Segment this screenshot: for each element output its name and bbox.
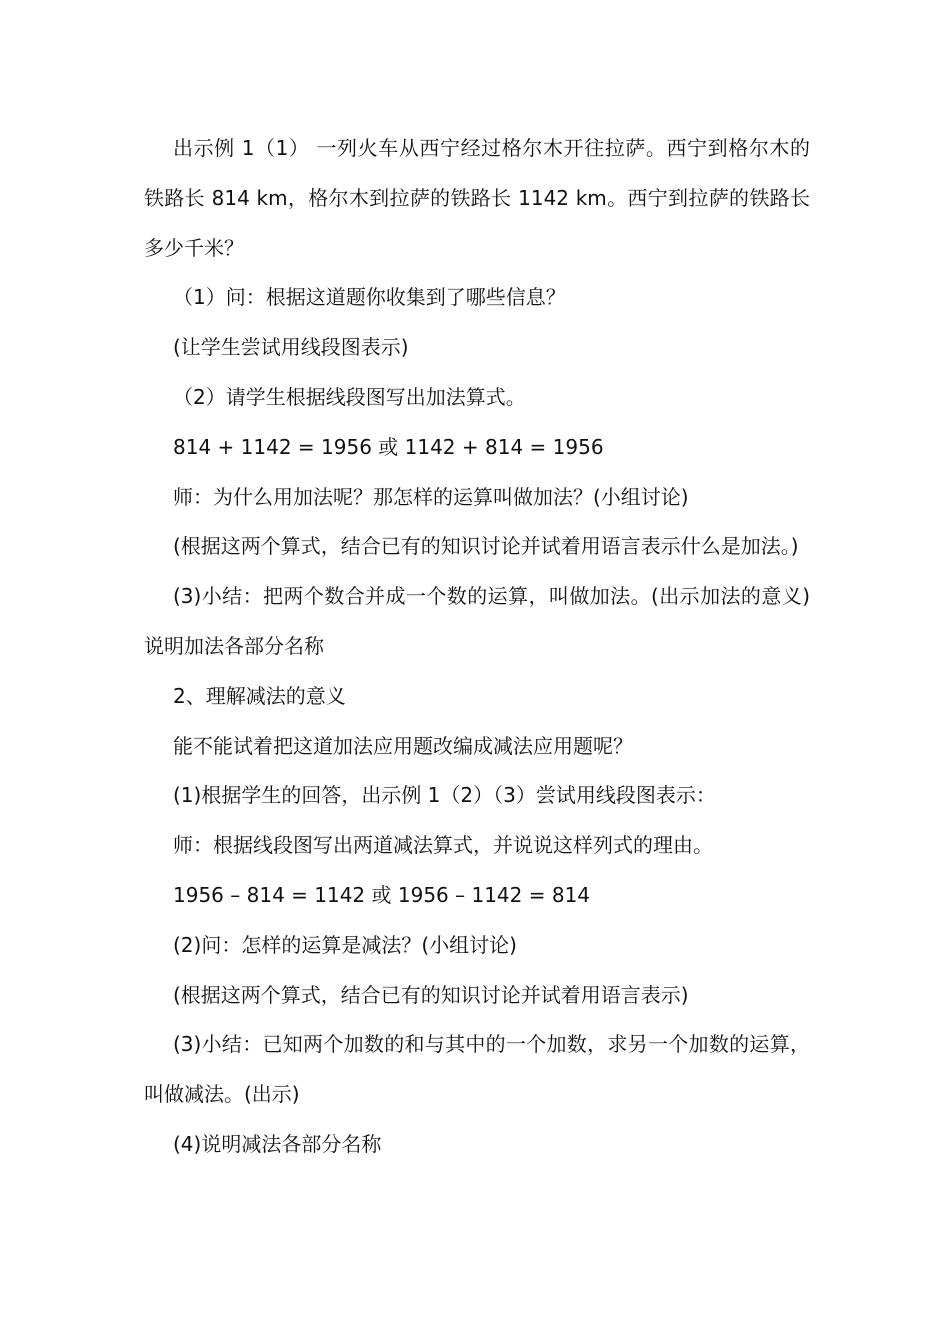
paragraph-teacher-subtraction-task: 师：根据线段图写出两道减法算式，并说说这样列式的理由。 (173, 833, 713, 858)
paragraph-subtraction-summary: (3)小结：已知两个加数的和与其中的一个加数，求另一个加数的运算，叫做减法。(出示) (144, 1032, 810, 1107)
paragraph-teacher-question-addition: 师：为什么用加法呢？那怎样的运算叫做加法？(小组讨论) (173, 484, 689, 509)
paragraph-addition-discussion: (根据这两个算式，结合已有的知识讨论并试着用语言表示什么是加法。) (173, 534, 799, 559)
paragraph-question-subtraction: (2)问：怎样的运算是减法？(小组讨论) (173, 932, 517, 957)
paragraph-addition-summary: (3)小结：把两个数合并成一个数的运算，叫做加法。(出示加法的意义)说明加法各部分名称 (144, 584, 810, 658)
document-body (144, 124, 810, 1170)
section-heading-subtraction: 2、理解减法的意义 (173, 683, 346, 708)
paragraph-example-1-subtraction: (1)根据学生的回答，出示例 1（2）（3）尝试用线段图表示： (173, 783, 716, 808)
paragraph-addition-step: （2）请学生根据线段图写出加法算式。 (173, 384, 526, 409)
paragraph-example-1: 出示例 1（1） 一列火车从西宁经过格尔木开往拉萨。西宁到格尔木的铁路长 814 km，格尔木到拉萨的铁路长 1142 km。西宁到拉萨的铁路长多少千米？ (144, 136, 810, 260)
paragraph-subtraction-prompt: 能不能试着把这道加法应用题改编成减法应用题呢？ (173, 733, 633, 758)
paragraph-line-diagram-note: (让学生尝试用线段图表示) (173, 335, 409, 360)
paragraph-subtraction-equations: 1956 – 814 = 1142 或 1956 – 1142 = 814 (173, 882, 591, 907)
paragraph-addition-equations: 814 + 1142 = 1956 或 1142 + 814 = 1956 (173, 434, 604, 459)
paragraph-question-1: （1）问：根据这道题你收集到了哪些信息？ (173, 285, 566, 310)
paragraph-subtraction-parts: (4)说明减法各部分名称 (173, 1131, 382, 1156)
paragraph-subtraction-discussion: (根据这两个算式，结合已有的知识讨论并试着用语言表示) (173, 982, 689, 1007)
